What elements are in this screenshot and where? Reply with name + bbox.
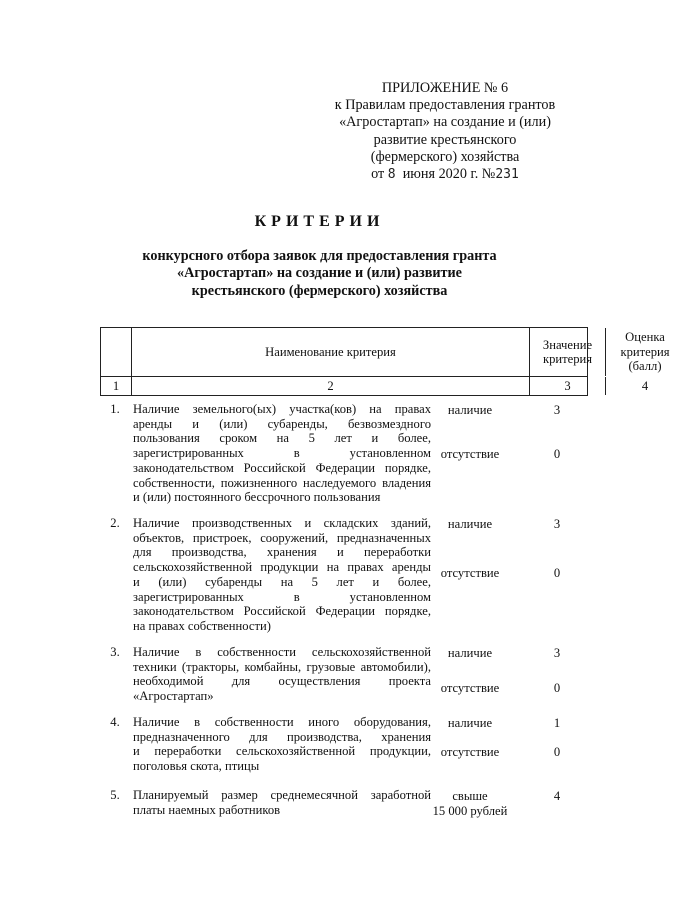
date-number: 231: [495, 167, 519, 183]
criterion-score: 3: [553, 403, 561, 417]
criterion-score: 0: [553, 681, 561, 695]
criterion-line: и (или) субаренды на 5 лет и более,: [133, 574, 431, 589]
appendix-ref-line: «Агростартап» на создание и (или): [339, 114, 551, 131]
header-score-line: Оценка: [625, 330, 665, 345]
criteria-table: [100, 327, 670, 396]
criterion-line: предназначенного для производства, хранения: [133, 729, 431, 744]
date-rest: июня 2020 г. №: [402, 166, 496, 183]
criterion-score: 4: [553, 789, 561, 803]
row-number: 1.: [110, 402, 120, 416]
criterion-value: отсутствие: [440, 447, 500, 461]
criterion-line: законодательством Российской Федерации порядке,: [133, 460, 431, 475]
header-score-line: критерия: [620, 344, 670, 359]
subtitle-line: крестьянского (фермерского) хозяйства: [191, 282, 448, 299]
row-number: 3.: [110, 645, 120, 659]
appendix-block: [330, 80, 560, 183]
appendix-ref-line: к Правилам предоставления грантов: [334, 97, 556, 114]
appendix-ref-line: (фермерского) хозяйства: [370, 148, 520, 165]
criterion-value: отсутствие: [440, 745, 500, 759]
criterion-score: 0: [553, 745, 561, 759]
appendix-number: ПРИЛОЖЕНИЕ № 6: [381, 80, 509, 96]
criterion-score: 0: [553, 566, 561, 580]
criterion-text: [133, 516, 431, 634]
criterion-line: аренды и (или) субаренды, безвозмездного: [133, 416, 431, 431]
criterion-line: Наличие в собственности сельскохозяйственной: [133, 645, 431, 659]
criterion-line: поголовья скота, птицы: [133, 759, 260, 774]
column-number: 3: [564, 378, 571, 393]
criterion-score: 1: [553, 716, 561, 730]
header-value-line: критерия: [542, 352, 593, 366]
criterion-text: [133, 788, 431, 817]
criterion-line: законодательством Российской Федерации порядке,: [133, 604, 431, 619]
criterion-line: пользования сроком на 5 лет и более,: [133, 431, 431, 446]
criterion-text: [133, 715, 431, 774]
criterion-score: 3: [553, 646, 561, 660]
column-number: 1: [112, 378, 120, 393]
appendix-ref-line: развитие крестьянского: [373, 131, 517, 148]
criterion-value: наличие: [447, 517, 493, 531]
criterion-line: зарегистрированных в установленном: [133, 446, 431, 461]
criterion-line: для производства, хранения и переработки: [133, 545, 431, 560]
criterion-line: Наличие в собственности иного оборудования,: [133, 715, 431, 729]
criterion-line: и (или) постоянного бессрочного пользования: [133, 490, 381, 505]
criterion-line: объектов, пристроек, сооружений, предназначенных: [133, 530, 431, 545]
header-score-line: (балл): [628, 359, 662, 374]
criterion-score: 3: [553, 517, 561, 531]
date-day: 8: [387, 167, 396, 183]
date-prefix: от: [371, 166, 385, 183]
criterion-value: отсутствие: [440, 681, 500, 695]
subtitle-line: «Агростартап» на создание и (или) развитие: [177, 265, 462, 282]
criterion-value: [428, 789, 512, 818]
column-number-row: [100, 376, 649, 396]
criterion-value: наличие: [447, 646, 493, 660]
criterion-line: собственности, пожизненного наследуемого владения: [133, 475, 431, 490]
criterion-line: и переработки сельскохозяйственной продукции,: [133, 744, 431, 759]
criterion-score: 0: [553, 447, 561, 461]
criterion-value: наличие: [447, 403, 493, 417]
criterion-line: техники (тракторы, комбайны, грузовые автомобили),: [133, 659, 431, 674]
criterion-line: платы наемных работников: [133, 802, 281, 817]
column-number: 2: [327, 378, 334, 393]
criterion-line: сельскохозяйственной продукции на правах аренды: [133, 560, 431, 575]
row-number: 2.: [110, 516, 120, 530]
criterion-line: на правах собственности): [133, 618, 271, 633]
header-value-line: Значение: [542, 337, 593, 352]
criterion-text: [133, 645, 431, 704]
criterion-line: необходимой для осуществления проекта: [133, 674, 431, 689]
criterion-value-line: 15 000 рублей: [432, 803, 508, 818]
document-title: КРИТЕРИИ: [254, 213, 385, 230]
header-criterion-value: [530, 328, 605, 376]
criterion-line: Планируемый размер среднемесячной заработной: [133, 788, 431, 802]
criterion-line: зарегистрированных в установленном: [133, 589, 431, 604]
subtitle-line: конкурсного отбора заявок для предоставления гранта: [142, 248, 497, 264]
criterion-value: наличие: [447, 716, 493, 730]
row-number: 4.: [110, 715, 120, 729]
document-subtitle: [0, 248, 639, 300]
header-criterion-score: [606, 328, 684, 376]
criterion-line: «Агростартап»: [133, 689, 214, 704]
column-number: 4: [641, 378, 649, 393]
criterion-line: Наличие земельного(ых) участка(ков) на правах: [133, 402, 431, 416]
header-criterion-name: Наименование критерия: [265, 344, 396, 359]
criterion-line: Наличие производственных и складских зданий,: [133, 516, 431, 530]
criterion-value: отсутствие: [440, 566, 500, 580]
appendix-date-line: [330, 166, 560, 183]
row-number: 5.: [110, 788, 120, 802]
table-header: [100, 327, 670, 376]
criterion-value-line: свыше: [452, 789, 488, 803]
criterion-text: [133, 402, 431, 505]
